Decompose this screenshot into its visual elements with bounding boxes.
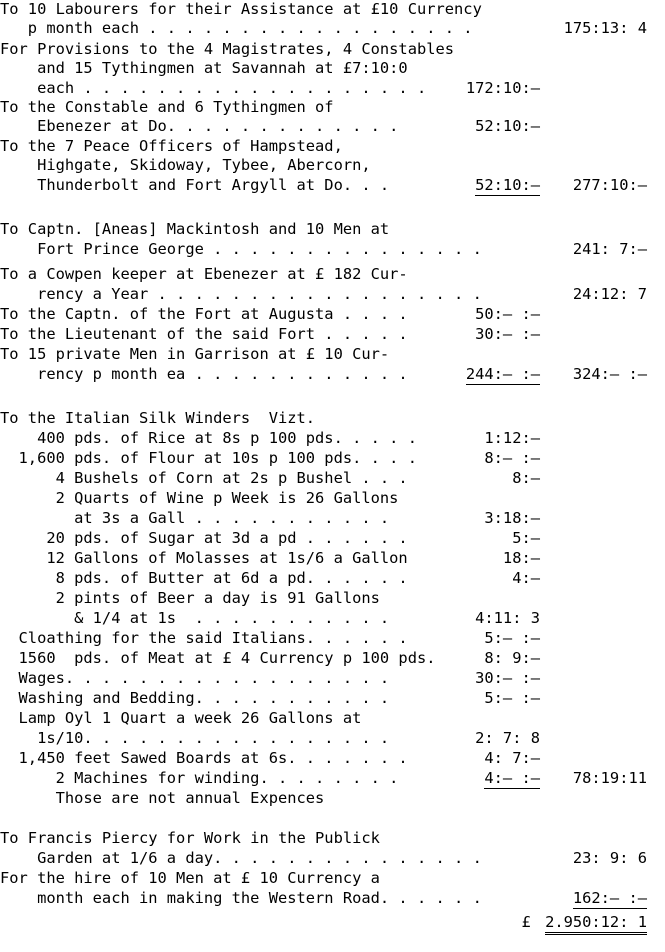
subtotal-amount: 5:– :– <box>484 689 540 707</box>
entry-text: To 15 private Men in Garrison at £ 10 Cur- <box>0 345 390 363</box>
entry-text: Lamp Oyl 1 Quart a week 26 Gallons at <box>0 709 362 727</box>
entry-text: at 3s a Gall . . . . . . . . . . . <box>0 509 390 527</box>
entry-text: Ebenezer at Do. . . . . . . . . . . . . <box>0 117 399 135</box>
entry-text: Wages. . . . . . . . . . . . . . . . . . <box>0 669 390 687</box>
entry-text: To the Lieutenant of the said Fort . . . . . <box>0 325 408 343</box>
entry-text: 1560 pds. of Meat at £ 4 Currency p 100 pds. <box>0 649 436 667</box>
entry-text: 8 pds. of Butter at 6d a pd. . . . . . <box>0 569 408 587</box>
total-amount: 162:– :– <box>572 889 647 907</box>
entry-text: 2 pints of Beer a day is 91 Gallons <box>0 589 380 607</box>
subtotal-amount: 30:– :– <box>475 325 540 343</box>
entry-text: To the Constable and 6 Tythingmen of <box>0 98 334 116</box>
subtotal-amount: 2: 7: 8 <box>475 729 540 747</box>
pound-sign: £ <box>521 913 540 931</box>
subtotal-amount: 4: 7:– <box>484 749 540 767</box>
grand-total-amount: 2.950:12: 1 <box>545 913 647 935</box>
total-amount: 23: 9: 6 <box>572 849 647 867</box>
entry-text: To Francis Piercy for Work in the Publick <box>0 829 380 847</box>
subtotal-amount: 5:– <box>512 529 540 547</box>
entry-text: 4 Bushels of Corn at 2s p Bushel . . . <box>0 469 408 487</box>
entry-text: Cloathing for the said Italians. . . . . . <box>0 629 408 647</box>
subtotal-amount: 52:10:– <box>475 117 540 135</box>
entry-text: 2 Machines for winding. . . . . . . . <box>0 769 399 787</box>
entry-text: 1s/10. . . . . . . . . . . . . . . . . <box>0 729 390 747</box>
subtotal-amount: 8: 9:– <box>484 649 540 667</box>
entry-text: To the Captn. of the Fort at Augusta . . . . <box>0 305 408 323</box>
entry-text: 1,600 pds. of Flour at 10s p 100 pds. . . . <box>0 449 417 467</box>
total-amount: 324:– :– <box>572 365 647 383</box>
subtotal-amount: 172:10:– <box>465 79 540 97</box>
subtotal-amount: 50:– :– <box>475 305 540 323</box>
entry-text: 20 pds. of Sugar at 3d a pd . . . . . . <box>0 529 408 547</box>
entry-text: Those are not annual Expences <box>0 789 325 807</box>
total-amount: 277:10:– <box>572 176 647 194</box>
subtotal-amount: 5:– :– <box>484 629 540 647</box>
entry-text: 1,450 feet Sawed Boards at 6s. . . . . . . <box>0 749 408 767</box>
subtotal-amount: 4:– <box>512 569 540 587</box>
entry-text: To the Italian Silk Winders Vizt. <box>0 409 316 427</box>
entry-text: To the 7 Peace Officers of Hampstead, <box>0 137 343 155</box>
entry-text: Highgate, Skidoway, Tybee, Abercorn, <box>0 156 371 174</box>
subtotal-amount: 1:12:– <box>484 429 540 447</box>
entry-text: 400 pds. of Rice at 8s p 100 pds. . . . . <box>0 429 417 447</box>
entry-text: Fort Prince George . . . . . . . . . . . . . . . <box>0 240 482 258</box>
entry-text: 2 Quarts of Wine p Week is 26 Gallons <box>0 489 399 507</box>
subtotal-underlined-amount: 4:– :– <box>484 769 540 787</box>
entry-text: Thunderbolt and Fort Argyll at Do. . . <box>0 176 390 194</box>
entry-text: To 10 Labourers for their Assistance at £10 Currency <box>0 0 482 18</box>
entry-text: each . . . . . . . . . . . . . . . . . . . <box>0 79 427 97</box>
entry-text: Garden at 1/6 a day. . . . . . . . . . . . . . . <box>0 849 482 867</box>
subtotal-amount: 3:18:– <box>484 509 540 527</box>
entry-text: month each in making the Western Road. . . . . . <box>0 889 482 907</box>
total-amount: 24:12: 7 <box>572 285 647 303</box>
entry-text: Washing and Bedding. . . . . . . . . . . <box>0 689 390 707</box>
subtotal-amount: 4:11: 3 <box>475 609 540 627</box>
entry-text: rency a Year . . . . . . . . . . . . . . . . . . <box>0 285 482 303</box>
entry-text: To a Cowpen keeper at Ebenezer at £ 182 Cur- <box>0 265 408 283</box>
total-amount: 241: 7:– <box>572 240 647 258</box>
entry-text: p month each . . . . . . . . . . . . . . . . . . <box>0 19 473 37</box>
subtotal-underlined-amount: 244:– :– <box>465 365 540 383</box>
entry-text: 12 Gallons of Molasses at 1s/6 a Gallon <box>0 549 408 567</box>
entry-text: For Provisions to the 4 Magistrates, 4 Constables <box>0 40 455 58</box>
subtotal-amount: 30:– :– <box>475 669 540 687</box>
subtotal-amount: 8:– :– <box>484 449 540 467</box>
total-amount: 175:13: 4 <box>563 19 647 37</box>
entry-text: For the hire of 10 Men at £ 10 Currency a <box>0 869 380 887</box>
total-amount: 78:19:11 <box>572 769 647 787</box>
subtotal-amount: 8:– <box>512 469 540 487</box>
entry-text: and 15 Tythingmen at Savannah at £7:10:0 <box>0 59 408 77</box>
entry-text: rency p month ea . . . . . . . . . . . . <box>0 365 408 383</box>
subtotal-amount: 18:– <box>502 549 540 567</box>
subtotal-underlined-amount: 52:10:– <box>475 176 540 194</box>
entry-text: & 1/4 at 1s . . . . . . . . . . . <box>0 609 390 627</box>
entry-text: To Captn. [Aneas] Mackintosh and 10 Men at <box>0 220 390 238</box>
